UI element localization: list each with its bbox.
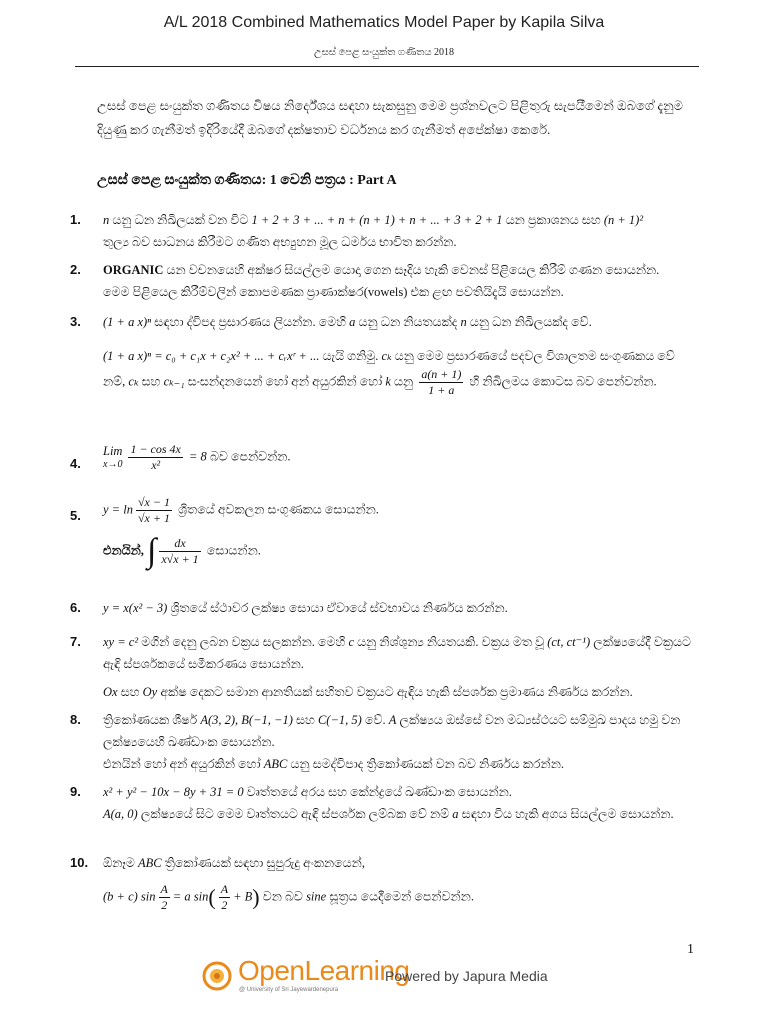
- question-body: [103, 631, 698, 703]
- question-number: 5.: [70, 508, 81, 523]
- text: සහ: [120, 685, 140, 699]
- text: ලක්ෂ්‍යයේ සිට මෙම වෘත්තයට ඇඳි ස්පර්ශක ලම්බක වේ නම්: [140, 807, 450, 821]
- question-number: 8.: [70, 712, 81, 727]
- text: බව පෙන්වන්න.: [209, 449, 291, 464]
- text: එනයින් හෝ අන් අයුරකින් හෝ: [103, 757, 261, 771]
- math: (1 + a x)ⁿ = c₀ + c₁x + c₂x² + ... + cᵣxʳ + ...: [103, 349, 320, 363]
- text: යනු ධන නිඛිලයක්ද වේ.: [469, 315, 592, 329]
- math: Ox: [103, 685, 118, 699]
- math: (n + 1)²: [603, 213, 644, 227]
- math: cₖ: [381, 349, 392, 363]
- math: = 8: [189, 449, 207, 464]
- question-number: 3.: [70, 314, 81, 329]
- text: යනු මෙම ප්‍රසාරණයේ පදවල විශාලතම සංගුණකය වේ නම්,: [103, 349, 675, 389]
- question-number: 9.: [70, 784, 81, 799]
- question-number: 2.: [70, 262, 81, 277]
- math: (b + c) sin: [103, 889, 156, 904]
- text: වේ.: [364, 713, 386, 727]
- text: ශ්‍රිතයේ අවකලන සංගුණකය සොයන්න.: [178, 502, 379, 517]
- limit: Lim x→0: [103, 443, 123, 470]
- question-number: 4.: [70, 456, 81, 471]
- text: සඳහා විය හැකි අගය සියල්ලම සොයන්න.: [461, 807, 674, 821]
- question-body: [103, 259, 698, 303]
- text: ත්‍රිකෝණයක් සඳහා සුපුරුදු අංකනයෙන්,: [164, 856, 365, 870]
- text: යැයි ගනිමු.: [322, 349, 379, 363]
- page-header-title: A/L 2018 Combined Mathematics Model Paper by Kapila Silva: [163, 14, 605, 31]
- question-body: [103, 597, 698, 619]
- math: xy = c²: [103, 635, 139, 649]
- text: යනු: [394, 374, 414, 389]
- math: n: [460, 315, 467, 329]
- text: ශ්‍රිතයේ ස්ථාවර ලක්ෂ්‍ය සොයා ඒවායේ ස්වභාවය නිර්ණය කරන්න.: [170, 601, 508, 615]
- math: B(−1, −1): [241, 713, 293, 727]
- math: ABC: [263, 757, 288, 771]
- math: sine: [306, 889, 327, 904]
- math: n: [103, 213, 110, 227]
- math: a: [349, 315, 356, 329]
- question-number: 6.: [70, 600, 81, 615]
- intro-paragraph: උසස් පෙළ සංයුක්ත ගණිතය විෂය නිර්දේශය සඳහා සැකසුනු මෙම ප්‍රශ්නවලට පිළිතුරු සැපයීමෙන් ඔබගේ දැනුම දියුණු කර ගැනීමත් ඉදිරියේදී ඔබගේ දක්ෂතාව වර්ධනය කර ගැනීමත් අපේක්ෂා කෙරේ.: [97, 98, 684, 137]
- fraction: $\frac{A}{2}$: [220, 882, 229, 912]
- math: x² + y² − 10x − 8y + 31 = 0: [103, 785, 244, 799]
- math: k: [385, 374, 391, 389]
- math: A(a, 0): [103, 807, 138, 821]
- logo-subtext: @ University of Sri Jayewardenepura: [239, 987, 339, 993]
- header-divider: [75, 66, 699, 67]
- question-number: 7.: [70, 634, 81, 649]
- math: = a sin: [172, 889, 209, 904]
- fraction: $\frac{A}{2}$: [160, 882, 168, 912]
- question-body: [103, 781, 698, 825]
- math: cₖ₋₁: [163, 374, 185, 389]
- text: එනයින්,: [103, 543, 144, 558]
- math: y = x(x² − 3): [103, 601, 168, 615]
- question-body: [103, 209, 698, 253]
- fraction: $\frac{dx}{x√x + 1}$: [161, 536, 199, 566]
- math: 1 + 2 + 3 + ... + n + (n + 1) + n + ... + 3 + 2 + 1: [251, 213, 503, 227]
- text: ලක්ෂ්‍යයේදී වක්‍රයට ඇඳි ස්පර්ශකයේ සමීකරණය සොයන්න.: [103, 635, 691, 671]
- page-header-subtitle: උසස් පෙළ සංයුක්ත ගණිතය 2018: [313, 47, 455, 58]
- text: යනු සමද්විපාද ත්‍රිකෝණයක් වන බව නිර්ණය කරන්න.: [290, 757, 564, 771]
- math: y = ln: [103, 502, 133, 517]
- math: cₖ: [128, 374, 139, 389]
- fraction: $\frac{a(n + 1)}{1 + a}$: [421, 367, 462, 397]
- math: (ct, ct⁻¹): [547, 635, 591, 649]
- math: (1 + a x)ⁿ: [103, 315, 152, 329]
- openlearning-logo-icon: [202, 961, 232, 991]
- question-number: 10.: [70, 855, 89, 870]
- math: a: [452, 807, 459, 821]
- text: ත්‍රිකෝණයක ශීර්ෂ: [103, 713, 198, 727]
- question-number: 1.: [70, 212, 81, 227]
- page-number: 1: [687, 942, 694, 957]
- text: යනු ධන නිඛිලයක් වන විට: [112, 213, 249, 227]
- question-body: ඕනෑම ABC ත්‍රිකෝණයක් සඳහා සුපුරුදු අංකනයෙන්, (b + c) sin $\frac{A}{2}$ = a sin( $\frac{A}{2}$ + B) වන බව sine සූත්‍රය යෙදීමෙන් පෙන්වන්න.: [103, 856, 474, 912]
- fraction: $\frac{√x - 1}{√x + 1}$: [137, 495, 170, 525]
- question-body: [103, 311, 698, 398]
- text: සූත්‍රය යෙදීමෙන් පෙන්වන්න.: [329, 889, 474, 904]
- question-body: ත්‍රිකෝණයක ශීර්ෂ A(3, 2), B(−1, −1) සහ C(−1, 5) වේ. A ලක්ෂ්‍යය ඔස්සේ වන මධ්‍යස්ථයට සම්මුඛ පාදය හමු වන ලක්ෂ්‍යයෙහි ඛණ්ඩාංක සොයන්න. එනයින් හෝ අන් අයුරකින් හෝ ABC යනු සමද්විපාද ත්‍රිකෝණයක් වන බව නිර්ණය කරන්න.: [103, 713, 681, 771]
- math: c: [348, 635, 354, 649]
- text: යනු ධන නියතයක්ද: [358, 315, 458, 329]
- text: සඳහා ද්විපද ප්‍රසාරණය ලියන්න. මෙහි: [154, 315, 347, 329]
- text: සහ: [296, 713, 315, 727]
- text: යන ප්‍රකාශනය සහ: [505, 213, 601, 227]
- section-heading: උසස් පෙළ සංයුක්ත ගණිතය: 1 වෙනි පත්‍රය : Part A: [97, 173, 397, 188]
- text: සංසන්දනයෙන් හෝ අන් අයුරකින් හෝ: [187, 374, 383, 389]
- text: අක්ෂ දෙකට සමාන ආනතියක් සහිතව වක්‍රයට ඇඳිය හැකි ස්පර්ශක ප්‍රමාණය නිර්ණය කරන්න.: [160, 685, 633, 699]
- logo-text: OpenLearning: [238, 955, 410, 986]
- question-body: [103, 442, 698, 473]
- text: මගින් දෙනු ලබන වක්‍රය සලකන්න. මෙහි: [141, 635, 346, 649]
- word: ORGANIC: [103, 263, 164, 277]
- fraction: $\frac{1 - \cos 4x}{\text{x²}}$: [130, 442, 181, 472]
- math: + B: [233, 889, 253, 904]
- text: යනු නිශ්ශුන්‍ය නියතයකි. වක්‍රය මත වූ: [357, 635, 545, 649]
- text: වන බව: [262, 889, 303, 904]
- math: Oy: [142, 685, 158, 699]
- math: A(3, 2): [200, 713, 236, 727]
- math: ABC: [138, 856, 162, 870]
- text: සහ: [141, 374, 161, 389]
- text: සොයන්න.: [206, 543, 261, 558]
- text: ඕනෑම: [103, 856, 135, 870]
- text: ලක්ෂ්‍යය ඔස්සේ වන මධ්‍යස්ථයට සම්මුඛ පාදය හමු වන ලක්ෂ්‍යයෙහි ඛණ්ඩාංක සොයන්න.: [103, 713, 681, 749]
- math: C(−1, 5): [317, 713, 362, 727]
- math: A: [388, 713, 397, 727]
- text: තුල්‍ය බව සාධනය කිරීමට ගණිත අභ්‍යුහන මූල ධර්මය භාවිත කරන්න.: [103, 235, 457, 249]
- question-body: [103, 495, 698, 570]
- powered-by-text: Powered by Japura Media: [385, 968, 548, 984]
- text: මෙම පිළියෙල කිරීම්වලින් කොපමණක ප්‍රාණාක්ෂර(vowels) එක ළඟ පවතියිදැයි සොයන්න.: [103, 285, 564, 299]
- footer: [202, 955, 582, 999]
- integral-sign: ∫: [147, 532, 157, 570]
- text: යන වචනයෙහි අක්ෂර සියල්ලම යොදා ගෙන සෑදිය හැකි වෙනස් පිළියෙල කිරීම් ගණන සොයන්න.: [166, 263, 660, 277]
- text: හි නිඛිලමය කොටස බව පෙන්වන්න.: [469, 374, 657, 389]
- text: වෘත්තයේ අරය සහ කේන්ද්‍රයේ ඛණ්ඩාංක සොයන්න.: [246, 785, 512, 799]
